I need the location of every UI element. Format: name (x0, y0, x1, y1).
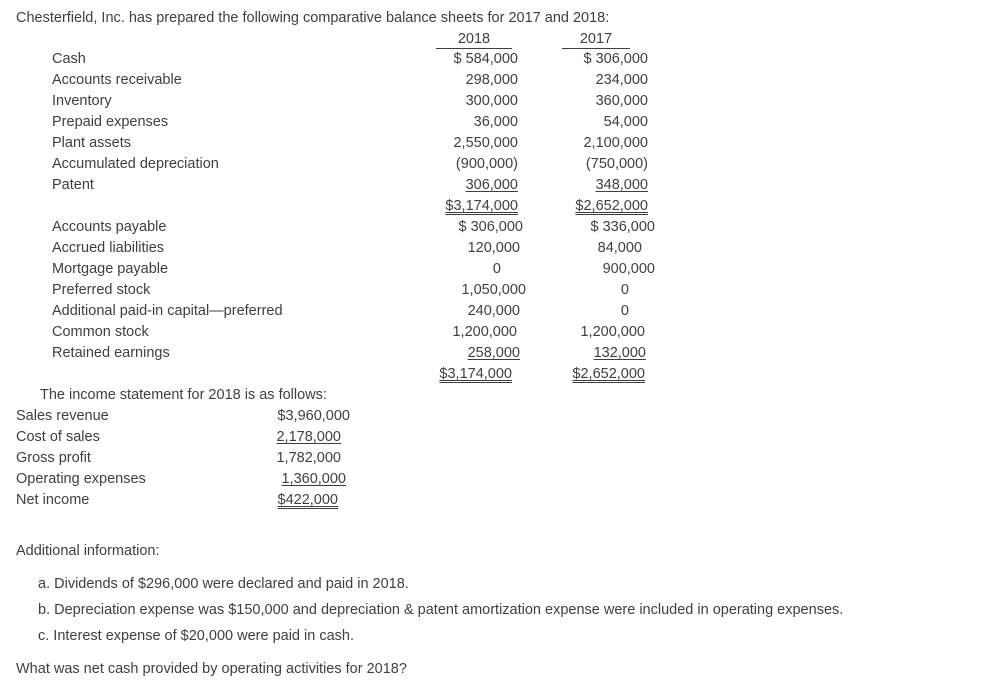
liab-2017-mortgage-payable: 900,000 (602, 261, 655, 277)
liab-label-accounts-payable: Accounts payable (52, 219, 167, 235)
liab-2018-accounts-payable: $ 306,000 (458, 219, 523, 235)
liab-2018-accrued-liabilities: 120,000 (467, 240, 520, 256)
liabilities-total-2018 (420, 365, 512, 383)
assets-2018-inventory: 300,000 (465, 93, 518, 109)
liab-label-apic-preferred: Additional paid-in capital—preferred (52, 303, 283, 319)
assets-2018-prepaid-expenses: 36,000 (473, 114, 518, 130)
is-label-net-income: Net income (16, 492, 90, 508)
assets-label-patent: Patent (52, 177, 94, 193)
liab-label-preferred-stock: Preferred stock (52, 282, 151, 298)
additional-item-b: b. Depreciation expense was $150,000 and depreciation & patent amortization expense were included in operating expenses. (38, 602, 844, 618)
liabilities-total-2017 (550, 365, 645, 383)
assets-label-inventory: Inventory (52, 93, 112, 109)
liab-2018-preferred-stock: 1,050,000 (461, 282, 526, 298)
assets-2018-patent (420, 176, 518, 194)
income-statement-heading: The income statement for 2018 is as follows: (40, 387, 327, 403)
assets-label-plant-assets: Plant assets (52, 135, 131, 151)
liab-label-common-stock: Common stock (52, 324, 149, 340)
column-header-2017: 2017 (562, 30, 630, 49)
is-value-net-income-value: $422,000 (277, 492, 338, 508)
is-label-cost-of-sales: Cost of sales (16, 429, 100, 445)
assets-2017-prepaid-expenses: 54,000 (603, 114, 648, 130)
liab-2018-apic-preferred: 240,000 (467, 303, 520, 319)
liab-2017-accrued-liabilities: 84,000 (597, 240, 642, 256)
column-header-2018: 2018 (436, 30, 512, 49)
assets-2017-patent-value: 348,000 (595, 177, 648, 193)
liab-2017-retained-earnings (550, 344, 646, 362)
assets-2017-patent (550, 176, 648, 194)
is-value-gross-profit: 1,782,000 (276, 450, 341, 466)
assets-2018-patent-value: 306,000 (465, 177, 518, 193)
liab-2017-accounts-payable: $ 336,000 (590, 219, 655, 235)
assets-total-2018 (420, 197, 518, 215)
liab-2018-retained-earnings-value: 258,000 (467, 345, 520, 361)
liab-2017-retained-earnings-value: 132,000 (593, 345, 646, 361)
question-text: What was net cash provided by operating activities for 2018? (16, 661, 407, 677)
is-label-operating-expenses: Operating expenses (16, 471, 146, 487)
is-value-operating-expenses (250, 470, 346, 488)
liab-label-accrued-liabilities: Accrued liabilities (52, 240, 165, 256)
liabilities-total-2018-value: $3,174,000 (439, 366, 512, 382)
liab-2018-mortgage-payable: 0 (492, 261, 501, 277)
liab-2017-preferred-stock: 0 (620, 282, 629, 298)
assets-label-cash: Cash (52, 51, 86, 67)
is-label-gross-profit: Gross profit (16, 450, 91, 466)
is-value-cost-of-sales (250, 428, 341, 446)
is-value-cost-of-sales-value: 2,178,000 (276, 429, 341, 445)
liab-label-mortgage-payable: Mortgage payable (52, 261, 169, 277)
liab-2018-common-stock: 1,200,000 (452, 324, 517, 340)
intro-text: Chesterfield, Inc. has prepared the following comparative balance sheets for 2017 and 2018: (16, 10, 610, 26)
assets-total-2017-value: $2,652,000 (575, 198, 648, 214)
assets-2017-cash: $ 306,000 (583, 51, 648, 67)
assets-total-2017 (550, 197, 648, 215)
additional-item-c: c. Interest expense of $20,000 were paid in cash. (38, 628, 354, 644)
assets-2018-plant-assets: 2,550,000 (453, 135, 518, 151)
assets-total-2018-value: $3,174,000 (445, 198, 518, 214)
liab-label-retained-earnings: Retained earnings (52, 345, 170, 361)
assets-label-prepaid-expenses: Prepaid expenses (52, 114, 169, 130)
additional-item-a: a. Dividends of $296,000 were declared and paid in 2018. (38, 576, 409, 592)
is-value-operating-expenses-value: 1,360,000 (281, 471, 346, 487)
assets-2017-inventory: 360,000 (595, 93, 648, 109)
assets-2018-cash: $ 584,000 (453, 51, 518, 67)
is-value-net-income (250, 491, 338, 509)
assets-label-accumulated-depreciation: Accumulated depreciation (52, 156, 219, 172)
is-value-sales-revenue: $3,960,000 (277, 408, 350, 424)
assets-2018-accounts-receivable: 298,000 (465, 72, 518, 88)
liabilities-total-2017-value: $2,652,000 (572, 366, 645, 382)
is-label-sales-revenue: Sales revenue (16, 408, 109, 424)
liab-2018-retained-earnings (420, 344, 520, 362)
assets-2017-plant-assets: 2,100,000 (583, 135, 648, 151)
assets-2018-accumulated-depreciation: (900,000) (455, 156, 518, 172)
liab-2017-common-stock: 1,200,000 (580, 324, 645, 340)
liab-2017-apic-preferred: 0 (620, 303, 629, 319)
additional-heading: Additional information: (16, 543, 160, 559)
assets-2017-accumulated-depreciation: (750,000) (585, 156, 648, 172)
assets-label-accounts-receivable: Accounts receivable (52, 72, 182, 88)
assets-2017-accounts-receivable: 234,000 (595, 72, 648, 88)
